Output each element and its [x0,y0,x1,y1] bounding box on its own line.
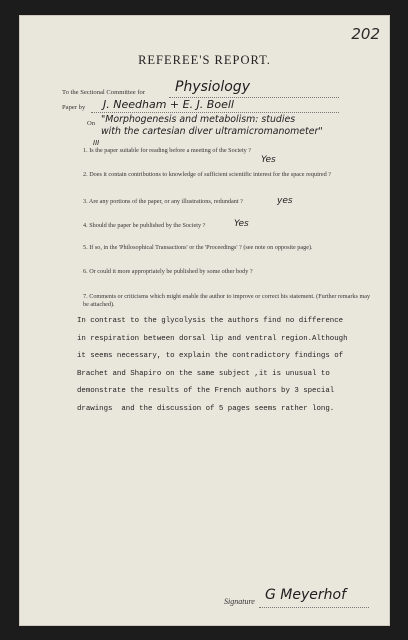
page-title: REFEREE'S REPORT. [138,53,271,67]
question-5: 5. If so, in the 'Philosophical Transactions' or the 'Proceedings' ? (see note on opposite page). [83,244,313,251]
answer-1: Yes [261,155,276,165]
report-sheet [19,15,390,626]
answer-3: yes [277,196,293,206]
paper-label: Paper by [62,104,86,111]
question-1: 1. Is the paper suitable for reading before a meeting of the Society ? [83,147,252,154]
comments-text: In contrast to the glycolysis the authors find no difference in respiration between dorsal lip and ventral region.Although it seems necessary, to explain the contradictory findings of Brachet and Shapiro on the same subject ,it is unusual to demonstrate the results of the French authors by 3 special drawings and the discussion of 5 pages seems rather long. [77,317,348,413]
question-2: 2. Does it contain contributions to knowledge of sufficient scientific interest for the space required ? [83,171,331,178]
question-6: 6. Or could it more appropriately be published by some other body ? [83,268,253,275]
question-4: 4. Should the paper be published by the Society ? [83,222,206,229]
answer-4: Yes [234,219,249,229]
on-label: On [87,120,96,127]
signature-label: Signature [224,597,255,606]
committee-value: Physiology [175,79,250,95]
question-3: 3. Are any portions of the paper, or any illustrations, redundant ? [83,198,243,205]
on-value-line-1: "Morphogenesis and metabolism: studies [101,114,296,125]
paper-value: J. Needham + E. J. Boell [103,98,234,111]
signature-rule [259,607,369,608]
on-value-line-2: with the cartesian diver ultramicromanometer" [101,126,323,137]
on-value-line-3: III [93,139,100,147]
committee-label: To the Sectional Committee for [62,89,146,96]
question-7: 7. Comments or criticisms which might enable the author to improve or correct his statement. (Further remarks may be attached). [83,293,371,308]
paper-rule [91,112,339,113]
page-number: 202 [351,25,380,43]
signature-value: G Meyerhof [265,587,347,603]
